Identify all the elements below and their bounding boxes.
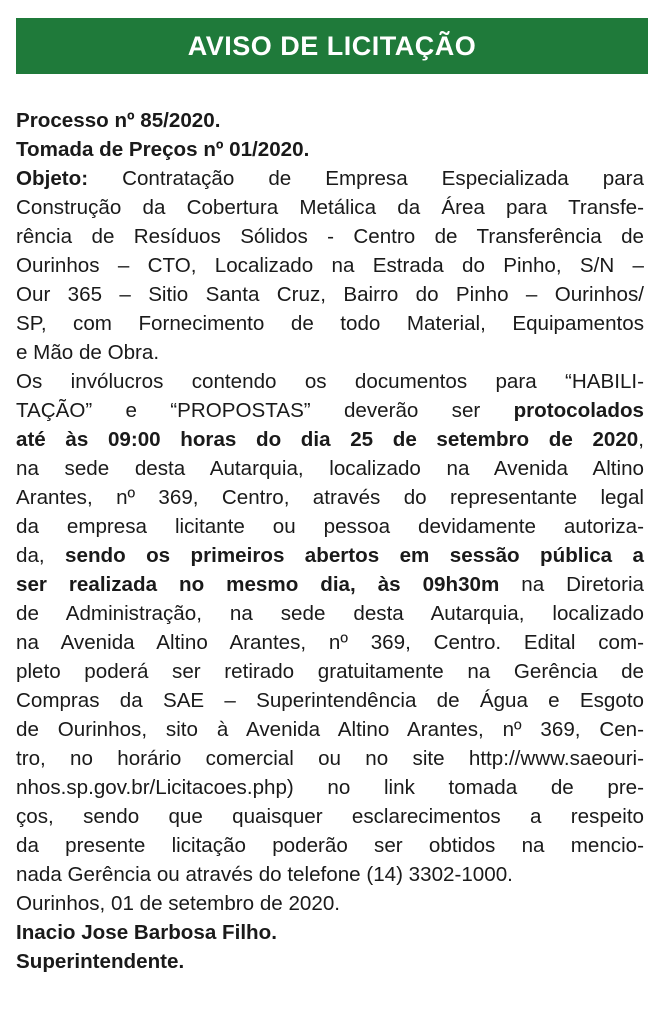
body-line-13: de Ourinhos, sito à Avenida Altino Arantes, nº 369, Cen- <box>16 718 644 741</box>
signer-role: Superintendente. <box>16 950 185 973</box>
objeto-line-1 <box>16 164 644 193</box>
objeto-line-5: Our 365 – Sitio Santa Cruz, Bairro do Pinho – Ourinhos/ <box>16 283 644 306</box>
body-line-2b: protocolados <box>513 399 644 422</box>
body-line-1: Os invólucros contendo os documentos para “HABILI- <box>16 370 644 393</box>
body-line-7b: sendo os primeiros abertos em sessão pública a <box>65 544 644 567</box>
body-line-14: tro, no horário comercial ou no site http://www.saeouri- <box>16 747 644 770</box>
objeto-label: Objeto: <box>16 167 89 190</box>
body-line-8 <box>16 570 644 599</box>
body-line-3b: , <box>638 428 644 451</box>
body-line-2a: TAÇÃO” e “PROPOSTAS” deverão ser <box>16 399 514 422</box>
objeto-line-6: SP, com Fornecimento de todo Material, Equipamentos <box>16 312 644 335</box>
body-line-17: da presente licitação poderão ser obtidos na mencio- <box>16 834 644 857</box>
date-line: Ourinhos, 01 de setembro de 2020. <box>16 892 340 915</box>
signer-name: Inacio Jose Barbosa Filho. <box>16 921 277 944</box>
body-line-8b: na Diretoria <box>499 573 644 596</box>
tomada-number: Tomada de Preços nº 01/2020. <box>16 138 310 161</box>
body-line-5: Arantes, nº 369, Centro, através do representante legal <box>16 486 644 509</box>
body-line-11: pleto poderá ser retirado gratuitamente na Gerência de <box>16 660 644 683</box>
body-line-12: Compras da SAE – Superintendência de Água e Esgoto <box>16 689 644 712</box>
body-line-2 <box>16 396 644 425</box>
body-line-15: nhos.sp.gov.br/Licitacoes.php) no link tomada de pre- <box>16 776 644 799</box>
body-line-16: ços, sendo que quaisquer esclarecimentos a respeito <box>16 805 644 828</box>
notice-body <box>16 106 644 976</box>
body-line-7 <box>16 541 644 570</box>
objeto-text: Contratação de Empresa Especializada para <box>88 167 644 190</box>
body-line-10: na Avenida Altino Arantes, nº 369, Centro. Edital com- <box>16 631 644 654</box>
body-line-4: na sede desta Autarquia, localizado na Avenida Altino <box>16 457 644 480</box>
body-line-18: nada Gerência ou através do telefone (14) 3302-1000. <box>16 863 513 886</box>
body-line-7a: da, <box>16 544 66 567</box>
page-title: AVISO DE LICITAÇÃO <box>187 30 477 61</box>
objeto-line-7: e Mão de Obra. <box>16 341 160 364</box>
objeto-line-2: Construção da Cobertura Metálica da Área para Transfe- <box>16 196 644 219</box>
body-line-8a: ser realizada no mesmo dia, às 09h30m <box>16 573 500 596</box>
body-line-9: de Administração, na sede desta Autarquia, localizado <box>16 602 644 625</box>
title-banner <box>16 18 648 74</box>
process-number: Processo nº 85/2020. <box>16 109 221 132</box>
objeto-line-4: Ourinhos – CTO, Localizado na Estrada do Pinho, S/N – <box>16 254 644 277</box>
objeto-line-3: rência de Resíduos Sólidos - Centro de Transferência de <box>16 225 644 248</box>
body-line-3a: até às 09:00 horas do dia 25 de setembro de 2020 <box>16 428 639 451</box>
body-line-3 <box>16 425 644 454</box>
body-line-6: da empresa licitante ou pessoa devidamente autoriza- <box>16 515 644 538</box>
